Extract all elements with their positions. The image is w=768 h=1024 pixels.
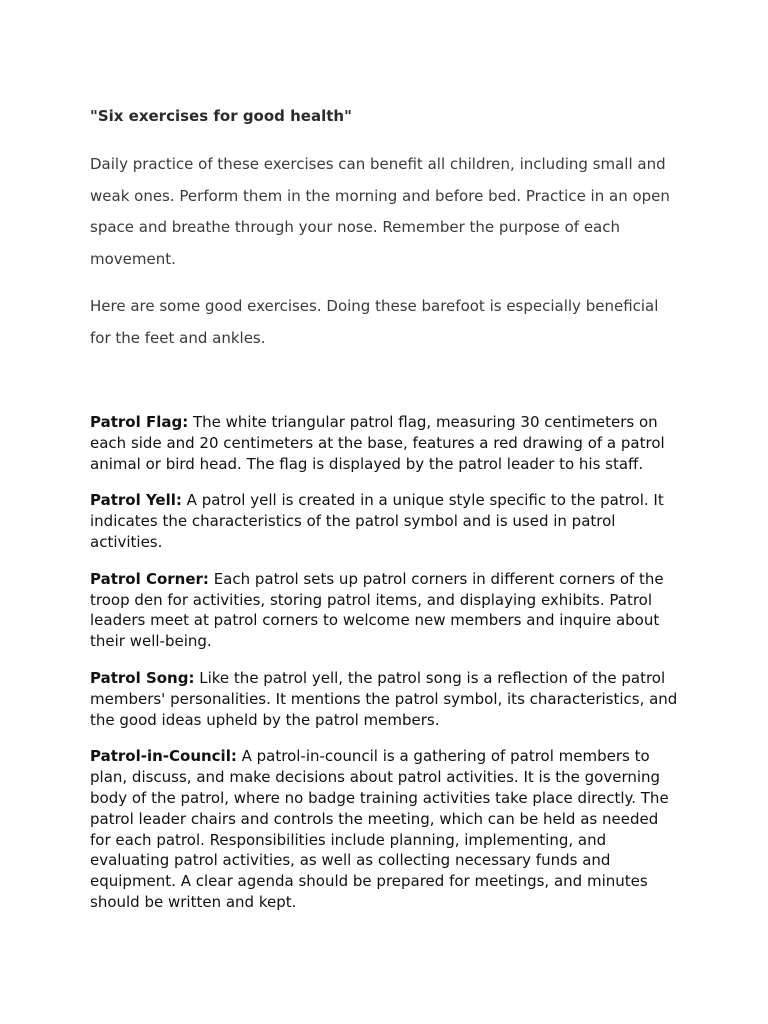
definition-text: A patrol-in-council is a gathering of patrol members to plan, discuss, and make decisions about patrol activities. It is the governing body of the patrol, where no badge training activities take place directly. The patrol leader chairs and controls the meeting, which can be held as needed for each patrol. Responsibilities include planning, implementing, and evaluating patrol activities, as well as collecting necessary funds and equipment. A clear agenda should be prepared for meetings, and minutes should be written and kept. xyxy=(90,747,669,911)
document-title: "Six exercises for good health" xyxy=(90,107,352,125)
definition-patrol-in-council xyxy=(90,746,682,912)
definition-term: Patrol Song: xyxy=(90,668,195,687)
intro-paragraph-2: Here are some good exercises. Doing these barefoot is especially beneficial for the feet and ankles. xyxy=(90,297,659,347)
definition-text: A patrol yell is created in a unique style specific to the patrol. It indicates the characteristics of the patrol symbol and is used in patrol activities. xyxy=(90,491,664,551)
definition-patrol-corner xyxy=(90,569,682,652)
definition-patrol-yell xyxy=(90,490,682,552)
definition-text: The white triangular patrol flag, measuring 30 centimeters on each side and 20 centimeters at the base, features a red drawing of a patrol animal or bird head. The flag is displayed by the patrol leader to his staff. xyxy=(90,413,665,473)
definition-text: Each patrol sets up patrol corners in different corners of the troop den for activities, storing patrol items, and displaying exhibits. Patrol leaders meet at patrol corners to welcome new members and inquire about their well-being. xyxy=(90,569,664,651)
definition-term: Patrol Flag: xyxy=(90,413,189,431)
definition-list xyxy=(90,412,682,929)
definition-term: Patrol Corner: xyxy=(90,569,209,588)
definition-patrol-song xyxy=(90,668,682,730)
definition-term: Patrol Yell: xyxy=(90,491,182,510)
definition-term: Patrol-in-Council: xyxy=(90,747,237,766)
definition-text: Like the patrol yell, the patrol song is a reflection of the patrol members' personalities. It mentions the patrol symbol, its characteristics, and the good ideas upheld by the patrol members. xyxy=(90,668,678,729)
definition-patrol-flag xyxy=(90,412,682,474)
intro-paragraph-1: Daily practice of these exercises can benefit all children, including small and weak ones. Perform them in the morning and before bed. Practice in an open space and breathe through your nose. Remember the purpose of each movement. xyxy=(90,155,670,268)
